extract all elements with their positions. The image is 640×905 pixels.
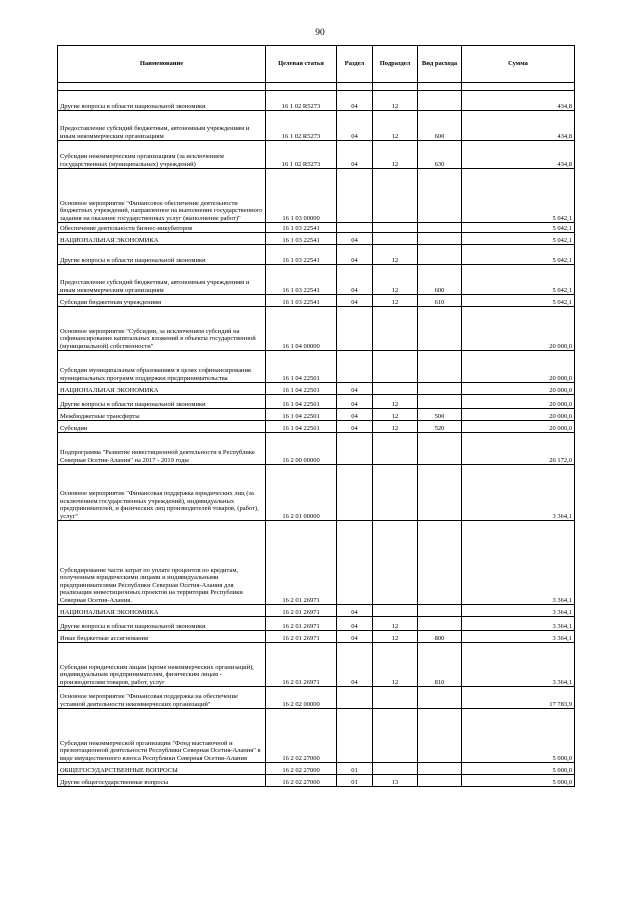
- cell-subsection: 12: [373, 141, 418, 169]
- table-row: [58, 631, 575, 643]
- cell-code: 16 2 01 26971: [266, 643, 337, 687]
- cell-name: Другие вопросы в области национальной экономики: [58, 395, 266, 409]
- cell-name: НАЦИОНАЛЬНАЯ ЭКОНОМИКА: [58, 383, 266, 395]
- header-subsection: Подраздел: [373, 46, 418, 83]
- cell-name: НАЦИОНАЛЬНАЯ ЭКОНОМИКА: [58, 233, 266, 245]
- cell-section: [337, 465, 373, 521]
- cell-type: [418, 763, 462, 775]
- cell-name: НАЦИОНАЛЬНАЯ ЭКОНОМИКА: [58, 605, 266, 617]
- cell-subsection: [373, 351, 418, 383]
- cell-code: 16 1 02 R5273: [266, 91, 337, 111]
- table-row: [58, 233, 575, 245]
- cell-code: 16 2 02 27000: [266, 775, 337, 787]
- cell-code: 16 2 01 26971: [266, 521, 337, 605]
- cell-section: 04: [337, 141, 373, 169]
- cell-name: Предоставление субсидий бюджетным, автономным учреждениям и иным некоммерческим организациям: [58, 111, 266, 141]
- page-number: 90: [315, 28, 325, 38]
- cell-subsection: 12: [373, 395, 418, 409]
- cell-subsection: 12: [373, 631, 418, 643]
- cell-subsection: [373, 233, 418, 245]
- cell-name: Другие общегосударственные вопросы: [58, 775, 266, 787]
- table-row: [58, 307, 575, 351]
- table-row: [58, 91, 575, 111]
- table-row: [58, 763, 575, 775]
- cell-code: 16 1 03 00000: [266, 169, 337, 223]
- cell-subsection: [373, 433, 418, 465]
- cell-section: [337, 307, 373, 351]
- table-row: [58, 223, 575, 233]
- table-row: [58, 617, 575, 631]
- cell-section: [337, 351, 373, 383]
- cell-name: Субсидии некоммерческим организациям (за исключением государственных (муниципальных) учреждений): [58, 141, 266, 169]
- cell-sum: 434,8: [462, 141, 575, 169]
- cell-code: 16 1 04 22501: [266, 383, 337, 395]
- table-row: [58, 687, 575, 709]
- cell-type: 520: [418, 421, 462, 433]
- cell-section: 04: [337, 409, 373, 421]
- cell-section: 01: [337, 775, 373, 787]
- cell-subsection: 12: [373, 409, 418, 421]
- table-row: [58, 351, 575, 383]
- cell-section: 04: [337, 395, 373, 409]
- cell-name: Основное мероприятие "Финансовая поддержка юридических лиц (за исключением государственных учреждений), индивидуальных предпринимателей, и физических лиц производителей товаров, (работ), услуг": [58, 465, 266, 521]
- header-sum: Сумма: [462, 46, 575, 83]
- table-row: [58, 643, 575, 687]
- cell-sum: 5 000,0: [462, 709, 575, 763]
- cell-sum: 5 042,1: [462, 223, 575, 233]
- header-type: Вид расхода: [418, 46, 462, 83]
- table-row: [58, 295, 575, 307]
- cell-subsection: [373, 521, 418, 605]
- cell-sum: 5 000,0: [462, 763, 575, 775]
- cell-sum: 5 042,1: [462, 233, 575, 245]
- cell-type: 610: [418, 295, 462, 307]
- cell-name: Иные бюджетные ассигнования: [58, 631, 266, 643]
- cell-subsection: [373, 465, 418, 521]
- cell-section: 04: [337, 421, 373, 433]
- cell-type: [418, 169, 462, 223]
- cell-name: Субсидии муниципальным образованиям в целях софинансирования муниципальных программ поддержки предпринимательства: [58, 351, 266, 383]
- cell-section: 04: [337, 383, 373, 395]
- cell-name: Основное мероприятие "Субсидии, за исключением субсидий на софинансирование капитальных вложений в объекты государственной (муниципальной) собственности": [58, 307, 266, 351]
- cell-sum: 5 042,1: [462, 245, 575, 265]
- cell-subsection: 12: [373, 91, 418, 111]
- cell-name: Субсидии юридическим лицам (кроме некоммерческих организаций), индивидуальным предпринимателям, физическим лицам - производителям товаров, работ, услуг: [58, 643, 266, 687]
- cell-type: [418, 605, 462, 617]
- cell-section: 04: [337, 631, 373, 643]
- cell-type: 630: [418, 141, 462, 169]
- cell-code: 16 1 04 22501: [266, 351, 337, 383]
- cell-section: 04: [337, 245, 373, 265]
- cell-subsection: 12: [373, 265, 418, 295]
- cell-name: Основное мероприятие "Финансовая поддержка на обеспечение уставной деятельности некоммерческих организаций": [58, 687, 266, 709]
- cell-subsection: [373, 709, 418, 763]
- cell-code: 16 2 00 00000: [266, 433, 337, 465]
- cell-code: 16 1 04 22501: [266, 395, 337, 409]
- table-row: [58, 141, 575, 169]
- header-name: Наименование: [58, 46, 266, 83]
- cell-section: 01: [337, 763, 373, 775]
- cell-name: Обеспечение деятельности бизнес-инкубаторов: [58, 223, 266, 233]
- cell-name: Субсидирование части затрат по уплате процентов по кредитам, полученным юридическими лицами и индивидуальными предпринимателями Республики Северная Осетия-Алания для реализации инвестиционных проектов на территории Республики Северная Осетия-Алания.: [58, 521, 266, 605]
- cell-type: [418, 709, 462, 763]
- spacer-cell: [373, 83, 418, 91]
- table-row: [58, 421, 575, 433]
- spacer-cell: [418, 83, 462, 91]
- table-row: [58, 395, 575, 409]
- cell-sum: 20 000,0: [462, 409, 575, 421]
- cell-sum: 3 364,1: [462, 465, 575, 521]
- table-row: [58, 265, 575, 295]
- cell-type: [418, 233, 462, 245]
- cell-name: Основное мероприятие "Финансовое обеспечение деятельности бюджетных учреждений, направленное на выполнение государственного задания на оказание государственных услуг (выполнение работ)": [58, 169, 266, 223]
- cell-sum: 3 364,1: [462, 605, 575, 617]
- table-row: [58, 111, 575, 141]
- header-section: Раздел: [337, 46, 373, 83]
- cell-type: [418, 383, 462, 395]
- cell-type: [418, 245, 462, 265]
- cell-section: [337, 223, 373, 233]
- cell-section: 04: [337, 295, 373, 307]
- header-code: Целевая статья: [266, 46, 337, 83]
- cell-name: Другие вопросы в области национальной экономики: [58, 617, 266, 631]
- table-row: [58, 521, 575, 605]
- cell-sum: 5 042,1: [462, 265, 575, 295]
- cell-section: 04: [337, 265, 373, 295]
- table-row: [58, 383, 575, 395]
- spacer-row: [58, 83, 575, 91]
- cell-sum: 20 000,0: [462, 307, 575, 351]
- cell-code: 16 2 01 26971: [266, 617, 337, 631]
- cell-sum: 434,8: [462, 91, 575, 111]
- table-row: [58, 245, 575, 265]
- cell-section: [337, 709, 373, 763]
- cell-name: Субсидии: [58, 421, 266, 433]
- cell-subsection: [373, 223, 418, 233]
- cell-sum: 5 042,1: [462, 295, 575, 307]
- cell-section: 04: [337, 605, 373, 617]
- table-body: [58, 83, 575, 787]
- cell-name: ОБЩЕГОСУДАРСТВЕННЫЕ ВОПРОСЫ: [58, 763, 266, 775]
- cell-sum: 5 042,1: [462, 169, 575, 223]
- cell-type: [418, 307, 462, 351]
- cell-subsection: 12: [373, 421, 418, 433]
- cell-subsection: 12: [373, 245, 418, 265]
- cell-type: [418, 521, 462, 605]
- cell-code: 16 1 03 22541: [266, 265, 337, 295]
- cell-sum: 5 000,0: [462, 775, 575, 787]
- cell-subsection: [373, 169, 418, 223]
- cell-section: 04: [337, 643, 373, 687]
- cell-section: [337, 433, 373, 465]
- cell-section: 04: [337, 111, 373, 141]
- table-row: [58, 709, 575, 763]
- cell-sum: 20 000,0: [462, 351, 575, 383]
- table-row: [58, 605, 575, 617]
- spacer-cell: [337, 83, 373, 91]
- cell-name: Подпрограмма "Развитие инвестиционной деятельности в Республике Северная Осетия-Алания" на 2017 - 2019 годы: [58, 433, 266, 465]
- cell-type: [418, 465, 462, 521]
- spacer-cell: [58, 83, 266, 91]
- cell-name: Предоставление субсидий бюджетным, автономным учреждениям и иным некоммерческим организациям: [58, 265, 266, 295]
- cell-subsection: 12: [373, 643, 418, 687]
- cell-type: [418, 91, 462, 111]
- spacer-cell: [266, 83, 337, 91]
- cell-subsection: [373, 605, 418, 617]
- table-row: [58, 465, 575, 521]
- cell-subsection: 12: [373, 295, 418, 307]
- cell-code: 16 1 04 22501: [266, 421, 337, 433]
- cell-sum: 20 000,0: [462, 383, 575, 395]
- cell-sum: 3 364,1: [462, 643, 575, 687]
- table-row: [58, 433, 575, 465]
- cell-name: Межбюджетные трансферты: [58, 409, 266, 421]
- cell-section: 04: [337, 91, 373, 111]
- cell-subsection: 13: [373, 775, 418, 787]
- cell-name: Субсидии бюджетным учреждениям: [58, 295, 266, 307]
- cell-type: [418, 775, 462, 787]
- cell-code: 16 2 01 26971: [266, 631, 337, 643]
- cell-section: 04: [337, 233, 373, 245]
- cell-name: Другие вопросы в области национальной экономики: [58, 91, 266, 111]
- cell-code: 16 1 04 22501: [266, 409, 337, 421]
- cell-code: 16 1 03 22541: [266, 295, 337, 307]
- cell-section: [337, 521, 373, 605]
- cell-subsection: 12: [373, 617, 418, 631]
- cell-type: [418, 351, 462, 383]
- cell-type: [418, 395, 462, 409]
- cell-type: [418, 687, 462, 709]
- cell-type: [418, 617, 462, 631]
- cell-code: 16 2 01 00000: [266, 465, 337, 521]
- cell-code: 16 1 03 22541: [266, 223, 337, 233]
- cell-type: 810: [418, 643, 462, 687]
- cell-name: Другие вопросы в области национальной экономики: [58, 245, 266, 265]
- cell-type: 800: [418, 631, 462, 643]
- table-row: [58, 169, 575, 223]
- cell-section: 04: [337, 617, 373, 631]
- cell-subsection: [373, 383, 418, 395]
- cell-subsection: [373, 307, 418, 351]
- cell-sum: 3 364,1: [462, 617, 575, 631]
- cell-sum: 3 364,1: [462, 521, 575, 605]
- cell-type: 600: [418, 111, 462, 141]
- cell-type: [418, 223, 462, 233]
- table-header-row: [58, 46, 575, 83]
- cell-subsection: [373, 763, 418, 775]
- cell-sum: 434,8: [462, 111, 575, 141]
- cell-code: 16 2 02 27000: [266, 763, 337, 775]
- cell-code: 16 2 01 26971: [266, 605, 337, 617]
- cell-sum: 17 783,9: [462, 687, 575, 709]
- cell-code: 16 1 02 R5273: [266, 141, 337, 169]
- cell-sum: 20 000,0: [462, 395, 575, 409]
- spacer-cell: [462, 83, 575, 91]
- cell-code: 16 1 02 R5273: [266, 111, 337, 141]
- cell-subsection: [373, 687, 418, 709]
- cell-type: 600: [418, 265, 462, 295]
- cell-code: 16 1 03 22541: [266, 245, 337, 265]
- cell-type: [418, 433, 462, 465]
- table-row: [58, 775, 575, 787]
- cell-sum: 26 172,0: [462, 433, 575, 465]
- cell-type: 500: [418, 409, 462, 421]
- cell-name: Субсидии некоммерческой организации "Фонд выставочной и презентационной деятельности Республики Северная Осетия-Алания" в виде имущественного взноса Республики Северная Осетия-Алания: [58, 709, 266, 763]
- cell-sum: 20 000,0: [462, 421, 575, 433]
- cell-code: 16 2 02 00000: [266, 687, 337, 709]
- table-row: [58, 409, 575, 421]
- cell-subsection: 12: [373, 111, 418, 141]
- cell-section: [337, 169, 373, 223]
- cell-sum: 3 364,1: [462, 631, 575, 643]
- budget-table: [57, 45, 575, 787]
- cell-code: 16 1 04 00000: [266, 307, 337, 351]
- cell-code: 16 2 02 27000: [266, 709, 337, 763]
- cell-code: 16 1 03 22541: [266, 233, 337, 245]
- cell-section: [337, 687, 373, 709]
